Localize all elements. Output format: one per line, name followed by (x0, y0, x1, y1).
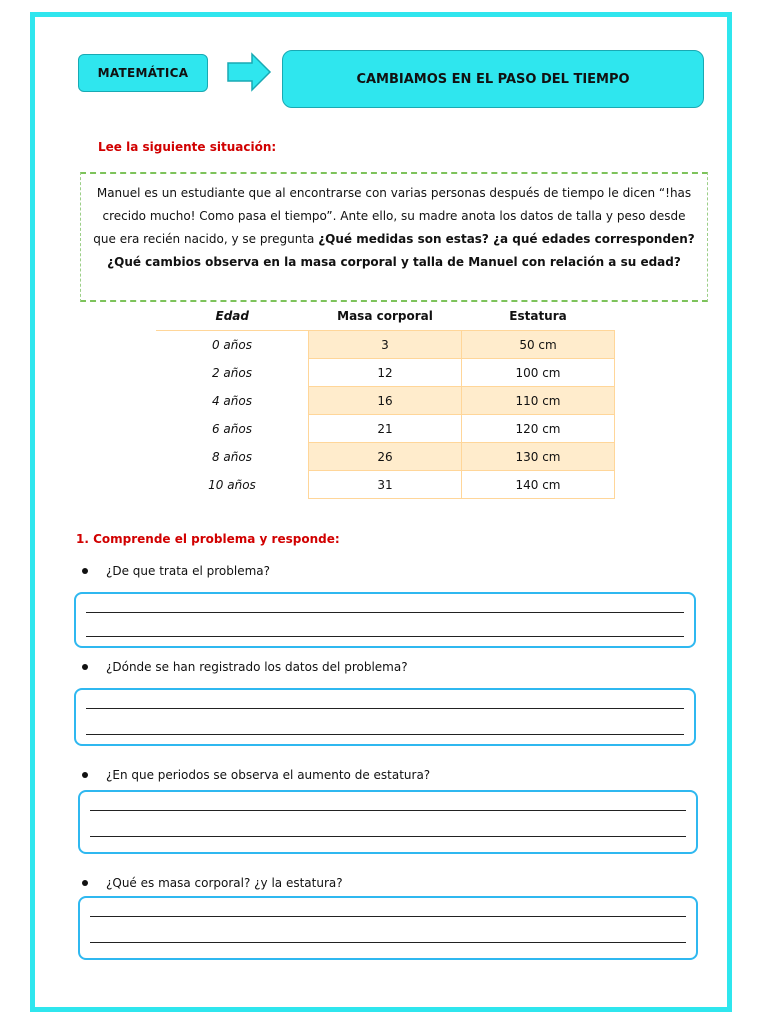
arrow-right-icon (226, 52, 272, 92)
answer-box-2[interactable] (74, 688, 696, 746)
question-item (82, 660, 408, 674)
instruction-heading: Lee la siguiente situación: (98, 140, 277, 154)
answer-line (86, 708, 684, 709)
cell-masa: 12 (309, 359, 462, 387)
answer-box-3[interactable] (78, 790, 698, 854)
cell-masa: 31 (309, 471, 462, 499)
growth-table (156, 302, 615, 499)
question-item (82, 876, 343, 890)
cell-estatura: 130 cm (462, 443, 615, 471)
question-text: ¿Dónde se han registrado los datos del problema? (106, 660, 408, 674)
table-row (156, 471, 615, 499)
cell-edad: 10 años (208, 477, 256, 492)
answer-box-4[interactable] (78, 896, 698, 960)
cell-estatura: 50 cm (462, 331, 615, 359)
cell-masa: 16 (309, 387, 462, 415)
cell-estatura: 140 cm (462, 471, 615, 499)
table-row (156, 443, 615, 471)
bullet-icon (82, 568, 88, 574)
cell-edad: 6 años (211, 421, 252, 436)
cell-edad: 4 años (211, 393, 252, 408)
section-heading: 1. Comprende el problema y responde: (76, 532, 340, 546)
cell-estatura: 110 cm (462, 387, 615, 415)
table-row (156, 387, 615, 415)
answer-line (86, 636, 684, 637)
table-row (156, 331, 615, 359)
question-item (82, 564, 270, 578)
cell-edad: 8 años (211, 449, 252, 464)
bullet-icon (82, 880, 88, 886)
table-header-row (156, 302, 615, 331)
column-header-masa: Masa corporal (309, 302, 462, 331)
cell-estatura: 120 cm (462, 415, 615, 443)
cell-estatura: 100 cm (462, 359, 615, 387)
cell-masa: 3 (309, 331, 462, 359)
table-row (156, 359, 615, 387)
question-text: ¿De que trata el problema? (106, 564, 270, 578)
answer-box-1[interactable] (74, 592, 696, 648)
bullet-icon (82, 772, 88, 778)
column-header-estatura: Estatura (462, 302, 615, 331)
answer-line (90, 810, 686, 811)
answer-line (90, 942, 686, 943)
question-item (82, 768, 430, 782)
subject-label: MATEMÁTICA (78, 54, 208, 92)
situation-box (80, 172, 708, 302)
page-border (30, 12, 732, 1012)
answer-line (90, 836, 686, 837)
cell-masa: 26 (309, 443, 462, 471)
answer-line (86, 612, 684, 613)
answer-line (86, 734, 684, 735)
answer-line (90, 916, 686, 917)
situation-questions: ¿Qué medidas son estas? ¿a qué edades corresponden? ¿Qué cambios observa en la masa corporal y talla de Manuel con relación a su edad? (107, 232, 695, 269)
cell-edad: 2 años (211, 365, 252, 380)
bullet-icon (82, 664, 88, 670)
table-row (156, 415, 615, 443)
column-header-edad: Edad (156, 302, 309, 331)
cell-masa: 21 (309, 415, 462, 443)
situation-text: Manuel es un estudiante que al encontrarse con varias personas después de tiempo le dicen “!has crecido mucho! Como pasa el tiempo”. Ante ello, su madre anota los datos de talla y peso desde que era recién nacido, y se pregunta (93, 186, 692, 246)
question-text: ¿En que periodos se observa el aumento de estatura? (106, 768, 431, 782)
question-text: ¿Qué es masa corporal? ¿y la estatura? (106, 876, 343, 890)
page-title: CAMBIAMOS EN EL PASO DEL TIEMPO (282, 50, 704, 108)
cell-edad: 0 años (211, 337, 252, 352)
